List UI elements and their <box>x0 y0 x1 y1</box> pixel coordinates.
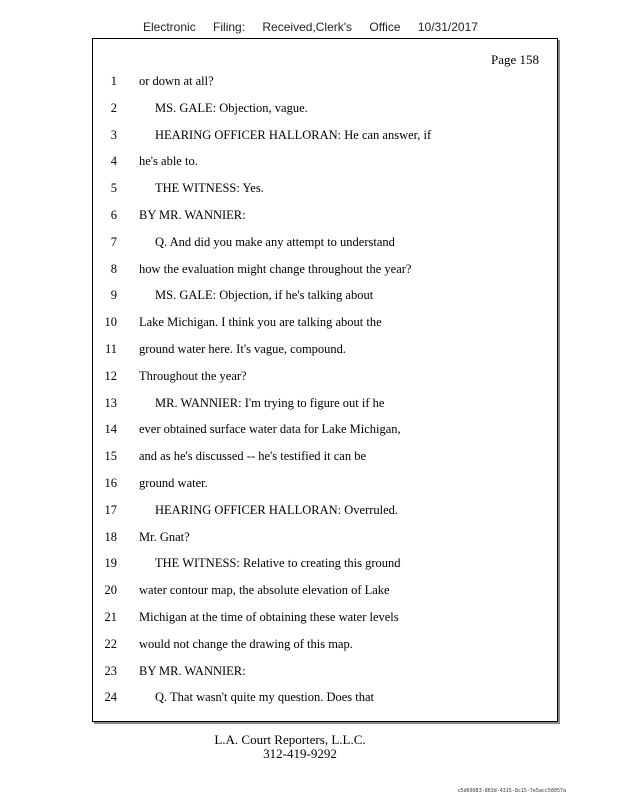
line-text: would not change the drawing of this map. <box>139 636 353 651</box>
line-text: BY MR. WANNIER: <box>139 663 246 678</box>
line-number: 24 <box>104 690 117 705</box>
line-number: 6 <box>110 208 117 222</box>
document-id: c5d60983-863d-4315-8c15-7e5acc58057a <box>457 788 566 794</box>
line-number: 16 <box>104 476 117 490</box>
transcript-line <box>93 661 557 681</box>
transcript-line <box>93 446 557 466</box>
line-number: 1 <box>110 74 117 88</box>
line-text: Lake Michigan. I think you are talking about the <box>139 315 382 330</box>
court-reporter-phone: 312-419-9292 <box>263 746 337 761</box>
line-text: ground water. <box>139 476 208 490</box>
line-number: 14 <box>104 422 117 437</box>
transcript-line <box>93 366 557 386</box>
page-footer <box>0 733 580 761</box>
line-number: 12 <box>104 368 117 383</box>
line-text: BY MR. WANNIER: <box>139 208 246 222</box>
line-number: 18 <box>104 529 117 544</box>
line-text: Mr. Gnat? <box>139 529 190 544</box>
transcript-line <box>93 419 557 439</box>
filing-word-1: Electronic <box>143 20 196 34</box>
transcript-line <box>93 339 557 359</box>
line-text: Throughout the year? <box>139 368 247 383</box>
page-number: Page 158 <box>490 52 539 67</box>
line-text: MR. WANNIER: I'm trying to figure out if he <box>155 395 385 410</box>
line-text: water contour map, the absolute elevation of Lake <box>139 583 390 598</box>
line-text: HEARING OFFICER HALLORAN: Overruled. <box>155 502 399 517</box>
filing-word-4: Office <box>369 20 401 34</box>
transcript-line <box>93 98 557 118</box>
transcript-line <box>93 151 557 171</box>
line-text: Q. And did you make any attempt to understand <box>155 234 395 249</box>
line-text: ever obtained surface water data for Lake Michigan, <box>139 422 401 437</box>
line-number: 11 <box>104 342 117 356</box>
transcript-line <box>93 125 557 145</box>
line-number: 3 <box>110 127 117 142</box>
line-text: THE WITNESS: Relative to creating this ground <box>155 556 401 571</box>
transcript-line <box>93 473 557 493</box>
line-number: 15 <box>104 449 117 464</box>
transcript-line <box>93 232 557 252</box>
line-number: 9 <box>110 288 117 303</box>
transcript-line <box>93 205 557 225</box>
line-text: Michigan at the time of obtaining these water levels <box>139 610 399 624</box>
transcript-line <box>93 500 557 520</box>
line-text: or down at all? <box>139 74 214 88</box>
line-number: 10 <box>104 315 117 330</box>
line-text: MS. GALE: Objection, vague. <box>155 100 308 115</box>
line-text: how the evaluation might change throughout the year? <box>139 261 412 276</box>
transcript-line <box>93 393 557 413</box>
filing-date: 10/31/2017 <box>417 20 478 34</box>
transcript-line <box>93 259 557 279</box>
line-text: Q. That wasn't quite my question. Does that <box>155 690 375 705</box>
transcript-line <box>93 607 557 627</box>
filing-word-2: Filing: <box>213 20 246 34</box>
transcript-line <box>93 634 557 654</box>
line-number: 20 <box>104 583 117 598</box>
line-number: 7 <box>110 234 117 249</box>
line-text: THE WITNESS: Yes. <box>155 181 264 196</box>
transcript-line <box>93 312 557 332</box>
filing-word-3: Received,Clerk's <box>262 20 353 34</box>
line-number: 5 <box>110 181 117 196</box>
line-number: 21 <box>104 610 117 624</box>
line-text: and as he's discussed -- he's testified it can be <box>139 449 367 464</box>
transcript-line <box>93 285 557 305</box>
filing-stamp <box>143 20 492 34</box>
transcript-line <box>93 687 557 707</box>
line-text: MS. GALE: Objection, if he's talking about <box>155 288 374 303</box>
line-number: 13 <box>104 395 117 410</box>
line-number: 22 <box>104 636 117 651</box>
court-reporter-name: L.A. Court Reporters, L.L.C. <box>214 732 366 747</box>
line-number: 19 <box>104 556 117 571</box>
transcript-line <box>93 71 557 91</box>
transcript-line <box>93 178 557 198</box>
transcript-line <box>93 580 557 600</box>
transcript-line <box>93 527 557 547</box>
line-text: ground water here. It's vague, compound. <box>139 342 347 356</box>
line-number: 4 <box>110 154 117 169</box>
transcript-page <box>92 38 558 722</box>
transcript-line <box>93 553 557 573</box>
line-number: 2 <box>110 100 117 115</box>
line-text: HEARING OFFICER HALLORAN: He can answer, if <box>155 127 432 142</box>
line-number: 17 <box>104 502 117 517</box>
line-text: he's able to. <box>139 154 198 169</box>
line-number: 8 <box>110 261 117 276</box>
line-number: 23 <box>104 663 117 678</box>
